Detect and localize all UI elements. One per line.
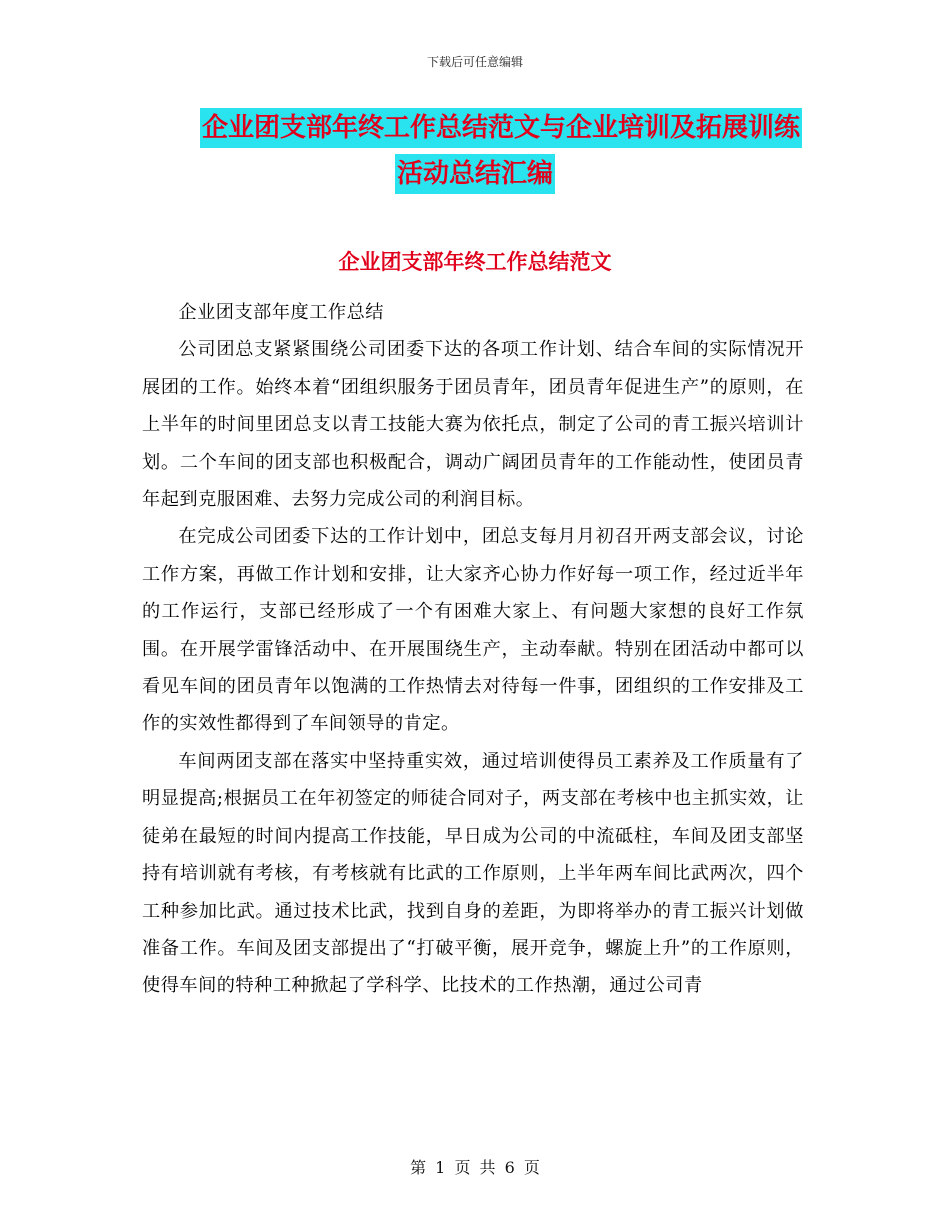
section-title: 企业团支部年终工作总结范文 <box>338 250 612 274</box>
paragraph: 公司团总支紧紧围绕公司团委下达的各项工作计划、结合车间的实际情况开展团的工作。始终本着“团组织服务于团员青年，团员青年促进生产”的原则，在上半年的时间里团总支以青工技能大赛为依托点，制定了公司的青工振兴培训计划。二个车间的团支部也积极配合，调动广阔团员青年的工作能动性，使团员青年起到克服困难、去努力完成公司的利润目标。 <box>142 339 804 511</box>
page-header: 下载后可任意编辑 <box>426 55 523 69</box>
paragraph: 在完成公司团委下达的工作计划中，团总支每月月初召开两支部会议，讨论工作方案，再做工作计划和安排，让大家齐心协力作好每一项工作，经过近半年的工作运行，支部已经形成了一个有困难大家上、有问题大家想的良好工作氛围。在开展学雷锋活动中、在开展围绕生产，主动奉献。特别在团活动中都可以看见车间的团员青年以饱满的工作热情去对待每一件事，团组织的工作安排及工作的实效性都得到了车间领导的肯定。 <box>142 526 804 735</box>
page-number-footer: 第 1 页 共 6 页 <box>410 1158 540 1177</box>
document-title-line-2: 活动总结汇编 <box>395 154 555 194</box>
paragraph: 车间两团支部在落实中坚持重实效，通过培训使得员工素养及工作质量有了明显提高;根据员工在年初签定的师徒合同对子，两支部在考核中也主抓实效，让徒弟在最短的时间内提高工作技能，早日成为公司的中流砥柱，车间及团支部坚持有培训就有考核，有考核就有比武的工作原则，上半年两车间比武两次，四个工种参加比武。通过技术比武，找到自身的差距，为即将举办的青工振兴计划做准备工作。车间及团支部提出了“打破平衡，展开竞争，螺旋上升”的工作原则，使得车间的特种工种掀起了学科学、比技术的工作热潮，通过公司青 <box>142 750 804 997</box>
paragraph-subtitle: 企业团支部年度工作总结 <box>178 302 384 323</box>
body-text <box>142 294 804 1005</box>
document-title-line-1: 企业团支部年终工作总结范文与企业培训及拓展训练 <box>200 108 802 148</box>
document-title <box>140 108 810 194</box>
